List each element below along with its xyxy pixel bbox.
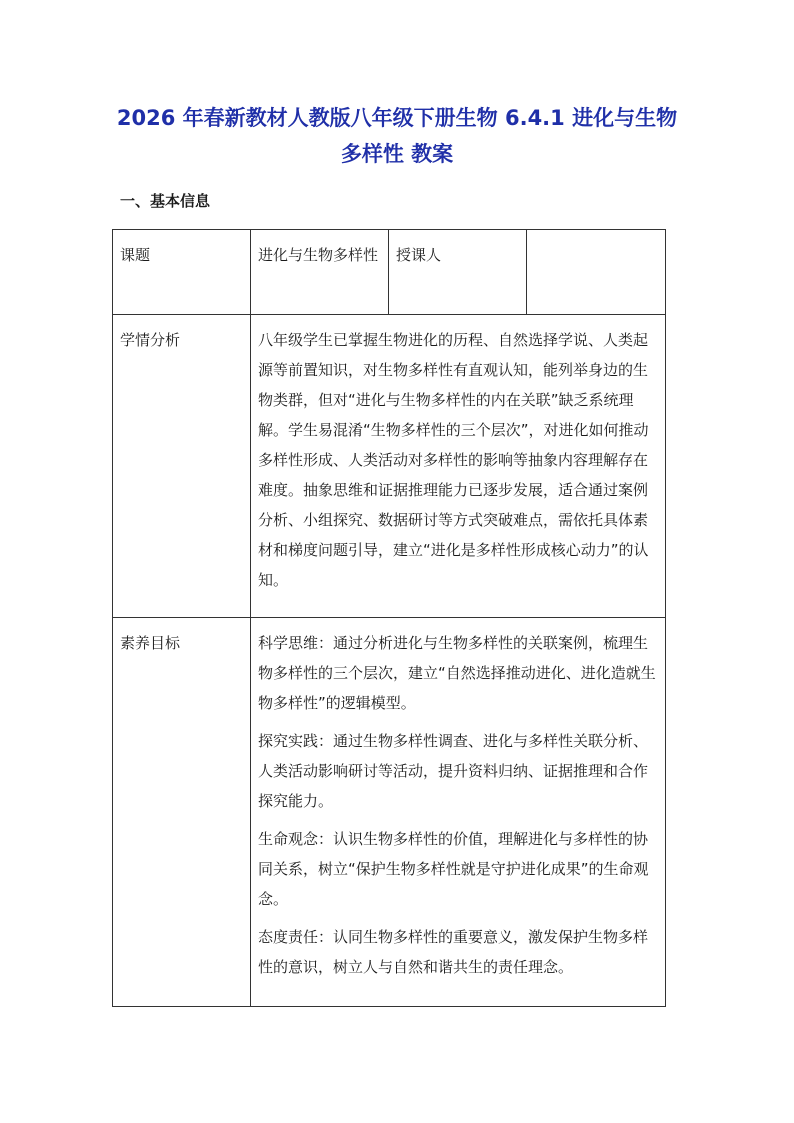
student-analysis-text-cell: 八年级学生已掌握生物进化的历程、自然选择学说、人类起源等前置知识，对生物多样性有直观认知，能列举身边的生物类群，但对“进化与生物多样性的内在关联”缺乏系统理解。学生易混淆“生物多样性的三个层次”，对进化如何推动多样性形成、人类活动对多样性的影响等抽象内容理解存在难度。抽象思维和证据推理能力已逐步发展，适合通过案例分析、小组探究、数据研讨等方式突破难点，需依托具体素材和梯度问题引导，建立“进化是多样性形成核心动力”的认知。 bbox=[251, 315, 666, 618]
teacher-value-cell bbox=[527, 230, 666, 315]
title-line-1: 2026 年春新教材人教版八年级下册生物 6.4.1 进化与生物 bbox=[116, 106, 678, 130]
table-row-student-analysis bbox=[113, 315, 666, 618]
basic-info-table bbox=[112, 229, 666, 1007]
literacy-goals-label-cell: 素养目标 bbox=[113, 618, 251, 1007]
goal-scientific-thinking: 科学思维：通过分析进化与生物多样性的关联案例，梳理生物多样性的三个层次，建立“自然选择推动进化、进化造就生物多样性”的逻辑模型。 bbox=[258, 634, 656, 712]
title-line-2: 多样性 教案 bbox=[340, 142, 454, 166]
student-analysis-label-cell: 学情分析 bbox=[113, 315, 251, 618]
table-row-literacy-goals bbox=[113, 618, 666, 1007]
topic-value-cell: 进化与生物多样性 bbox=[251, 230, 389, 315]
teacher-label-cell: 授课人 bbox=[389, 230, 527, 315]
goal-inquiry-practice: 探究实践：通过生物多样性调查、进化与多样性关联分析、人类活动影响研讨等活动，提升资料归纳、证据推理和合作探究能力。 bbox=[258, 732, 649, 810]
topic-label-cell: 课题 bbox=[113, 230, 251, 315]
goal-life-concept: 生命观念：认识生物多样性的价值，理解进化与多样性的协同关系，树立“保护生物多样性就是守护进化成果”的生命观念。 bbox=[258, 830, 649, 908]
goal-attitude-responsibility: 态度责任：认同生物多样性的重要意义，激发保护生物多样性的意识，树立人与自然和谐共生的责任理念。 bbox=[258, 928, 649, 976]
literacy-goals-text-cell bbox=[251, 618, 666, 1007]
table-row-topic bbox=[113, 230, 666, 315]
section-heading-basic-info: 一、基本信息 bbox=[120, 192, 211, 210]
document-title bbox=[100, 100, 694, 172]
